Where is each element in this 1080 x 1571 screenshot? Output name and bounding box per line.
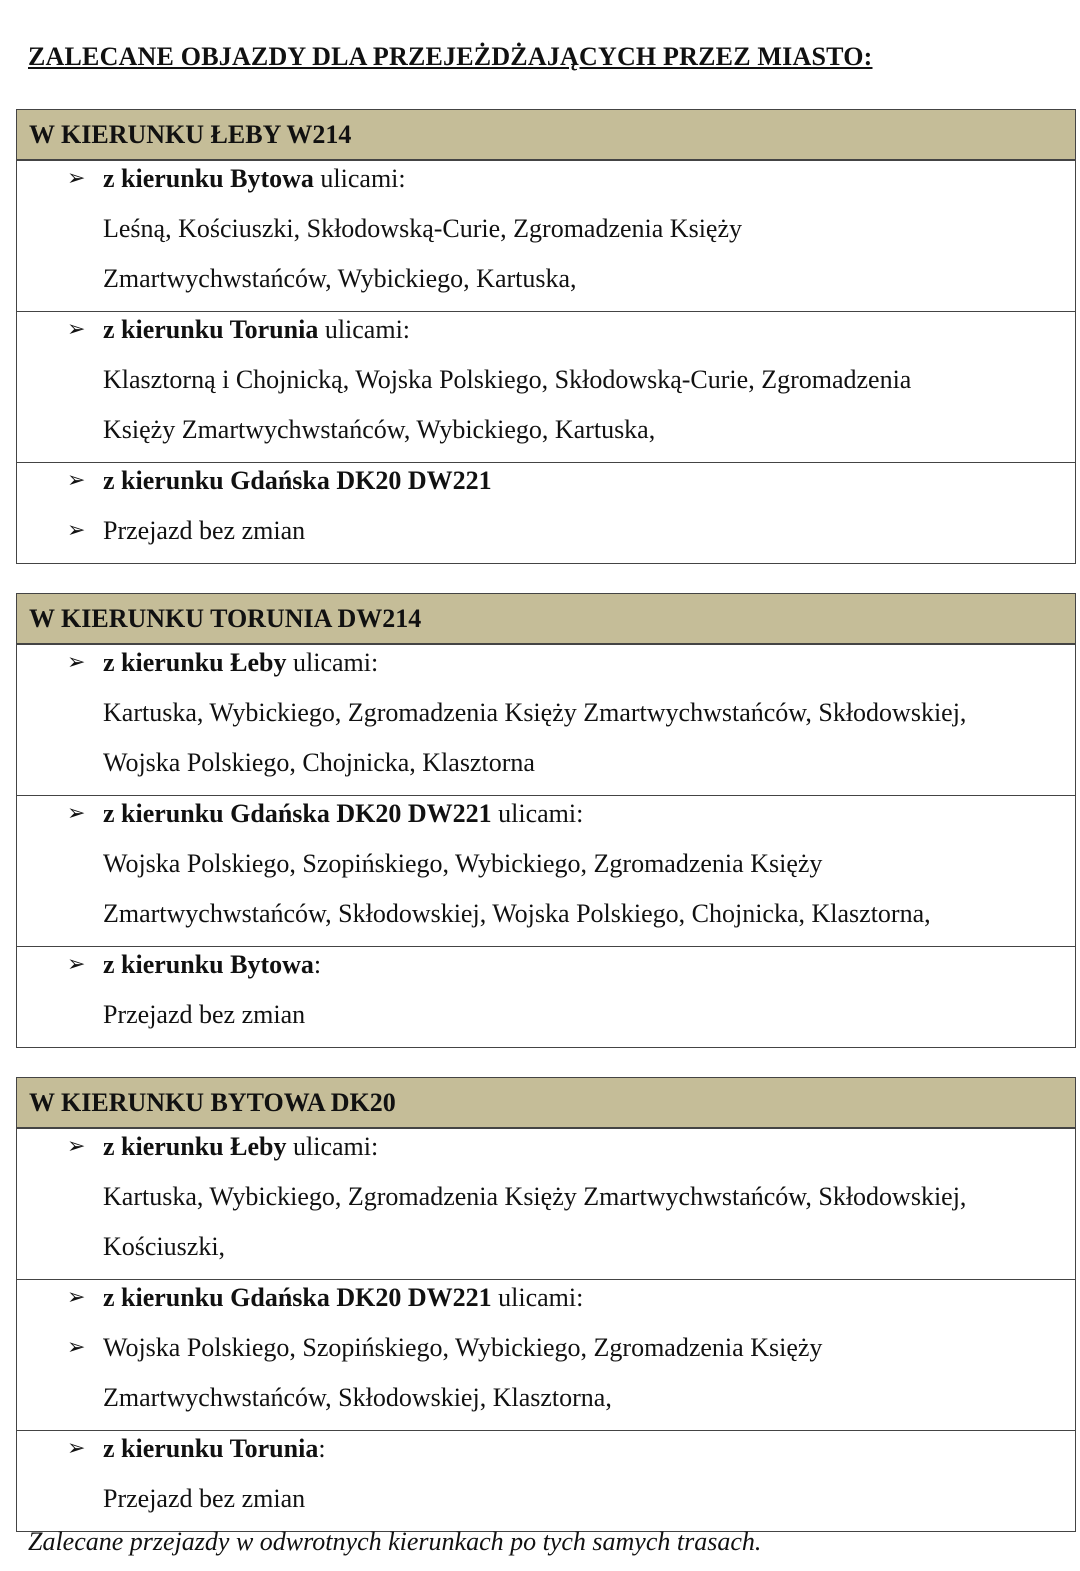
footer-note: Zalecane przejazdy w odwrotnych kierunkach po tych samych trasach. [28, 1527, 762, 1556]
arrow-bullet-icon: ➢ [67, 952, 86, 977]
arrow-bullet-icon: ➢ [67, 650, 86, 675]
route-line [17, 513, 1075, 563]
route-origin: z kierunku Bytowa [103, 950, 314, 979]
no-change-note: Przejazd bez zmian [103, 1000, 306, 1029]
route-line [17, 312, 1075, 362]
route-suffix: ulicami: [286, 1132, 379, 1161]
section-header: W KIERUNKU BYTOWA DK20 [17, 1078, 1075, 1128]
street-list: Wojska Polskiego, Szopińskiego, Wybickiego, Zgromadzenia Księży [103, 849, 823, 878]
arrow-bullet-icon: ➢ [67, 317, 86, 342]
route-group [17, 160, 1075, 311]
street-list: Kartuska, Wybickiego, Zgromadzenia Księży Zmartwychwstańców, Skłodowskiej, [103, 1182, 967, 1211]
section-leba [16, 109, 1076, 564]
street-list: Zmartwychwstańców, Wybickiego, Kartuska, [103, 264, 577, 293]
route-group [17, 946, 1075, 1047]
route-suffix: ulicami: [491, 799, 584, 828]
arrow-bullet-icon: ➢ [67, 468, 86, 493]
arrow-bullet-icon: ➢ [67, 801, 86, 826]
street-list: Zmartwychwstańców, Skłodowskiej, Klasztorna, [103, 1383, 612, 1412]
route-suffix: : [318, 1434, 326, 1463]
route-group [17, 795, 1075, 946]
section-header: W KIERUNKU ŁEBY W214 [17, 110, 1075, 160]
arrow-bullet-icon: ➢ [67, 166, 86, 191]
route-origin: z kierunku Torunia [103, 315, 319, 344]
street-list: Wojska Polskiego, Szopińskiego, Wybickiego, Zgromadzenia Księży [103, 1333, 823, 1362]
route-line [17, 1431, 1075, 1481]
route-suffix: ulicami: [491, 1283, 584, 1312]
arrow-bullet-icon: ➢ [67, 518, 86, 543]
route-line [17, 161, 1075, 211]
route-line [17, 796, 1075, 846]
section-header: W KIERUNKU TORUNIA DW214 [17, 594, 1075, 644]
route-suffix: : [313, 950, 322, 979]
no-change-note: Przejazd bez zmian [103, 516, 306, 545]
street-list: Kartuska, Wybickiego, Zgromadzenia Księży Zmartwychwstańców, Skłodowskiej, [103, 698, 967, 727]
street-list: Wojska Polskiego, Chojnicka, Klasztorna [103, 748, 535, 777]
route-line [17, 1129, 1075, 1179]
route-origin: z kierunku Łeby [103, 1132, 287, 1161]
route-line [17, 1280, 1075, 1330]
route-group [17, 1279, 1075, 1430]
route-origin: z kierunku Gdańska DK20 DW221 [103, 799, 492, 828]
route-suffix: ulicami: [286, 648, 379, 677]
route-group [17, 311, 1075, 462]
route-line [17, 463, 1075, 513]
document-title: ZALECANE OBJAZDY DLA PRZEJEŻDŻAJĄCYCH PRZEZ MIASTO: [28, 42, 873, 71]
arrow-bullet-icon: ➢ [67, 1436, 86, 1461]
route-group [17, 1430, 1075, 1531]
street-list: Kościuszki, [103, 1232, 226, 1261]
route-group [17, 1128, 1075, 1279]
no-change-note: Przejazd bez zmian [103, 1484, 306, 1513]
section-torun [16, 593, 1076, 1048]
route-suffix: ulicami: [313, 164, 406, 193]
route-origin: z kierunku Gdańska DK20 DW221 [103, 1283, 492, 1312]
route-line [17, 1330, 1075, 1380]
arrow-bullet-icon: ➢ [67, 1134, 86, 1159]
route-line [17, 645, 1075, 695]
street-list: Księży Zmartwychwstańców, Wybickiego, Kartuska, [103, 415, 656, 444]
route-suffix: ulicami: [318, 315, 411, 344]
route-group [17, 644, 1075, 795]
street-list: Zmartwychwstańców, Skłodowskiej, Wojska Polskiego, Chojnicka, Klasztorna, [103, 899, 931, 928]
arrow-bullet-icon: ➢ [67, 1285, 86, 1310]
route-group [17, 462, 1075, 563]
route-line [17, 947, 1075, 997]
street-list: Leśną, Kościuszki, Skłodowską-Curie, Zgromadzenia Księży [103, 214, 743, 243]
route-origin: z kierunku Gdańska DK20 DW221 [103, 466, 492, 495]
street-list: Klasztorną i Chojnicką, Wojska Polskiego, Skłodowską-Curie, Zgromadzenia [103, 365, 912, 394]
route-origin: z kierunku Łeby [103, 648, 287, 677]
section-bytow [16, 1077, 1076, 1532]
route-origin: z kierunku Bytowa [103, 164, 314, 193]
route-origin: z kierunku Torunia [103, 1434, 319, 1463]
arrow-bullet-icon: ➢ [67, 1335, 86, 1360]
